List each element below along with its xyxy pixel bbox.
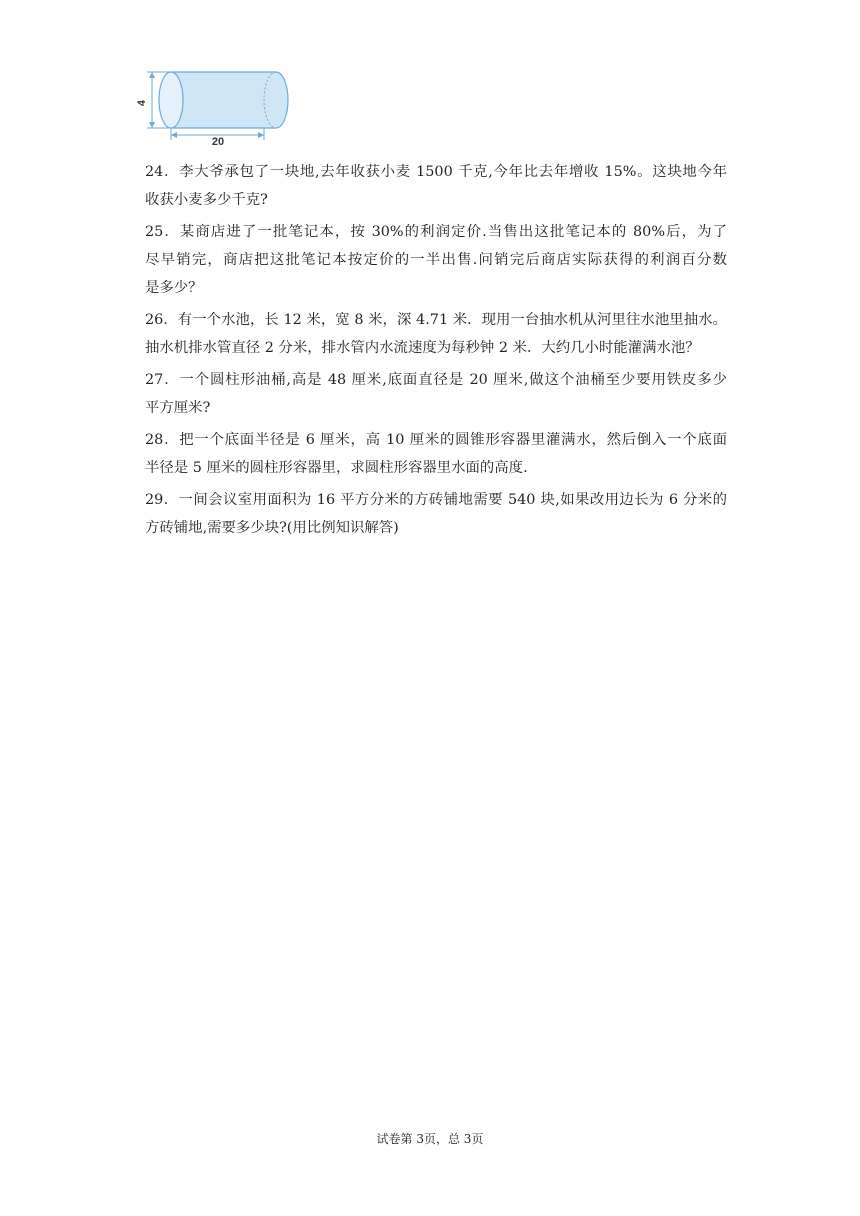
page-number: 试卷第 3页，总 3页 — [376, 1132, 484, 1146]
page-footer — [0, 1130, 860, 1147]
question-line: 抽水机排水管直径 2 分米，排水管内水流速度为每秒钟 2 米．大约几小时能灌满水池？ — [145, 340, 700, 356]
question-line: 平方厘米? — [145, 400, 211, 416]
height-label: 4 — [136, 99, 148, 107]
question-27 — [145, 366, 727, 422]
cylinder-body — [171, 72, 276, 128]
length-arrow-right — [258, 132, 264, 138]
length-arrow-left — [171, 132, 177, 138]
question-28 — [145, 426, 727, 482]
question-line: 尽早销完，商店把这批笔记本按定价的一半出售.问销完后商店实际获得的利润百分数 — [145, 252, 727, 268]
question-25 — [145, 218, 727, 302]
cylinder-figure — [136, 64, 290, 148]
height-arrow-bottom — [149, 122, 155, 128]
question-line: 28．把一个底面半径是 6 厘米，高 10 厘米的圆锥形容器里灌满水，然后倒入一个底面 — [145, 432, 727, 448]
question-26 — [145, 306, 727, 362]
question-line: 25．某商店进了一批笔记本，按 30%的利润定价.当售出这批笔记本的 80%后，为了 — [145, 224, 727, 240]
question-line: 方砖铺地,需要多少块?(用比例知识解答) — [145, 520, 399, 536]
question-list — [145, 158, 727, 546]
height-arrow-top — [149, 72, 155, 78]
cylinder-left-face — [159, 72, 183, 128]
question-line: 26．有一个水池，长 12 米，宽 8 米，深 4.71 米．现用一台抽水机从河里往水池里抽水。 — [145, 312, 727, 328]
cylinder-right-edge — [276, 72, 288, 128]
question-line: 收获小麦多少千克? — [145, 192, 268, 208]
question-line: 29．一间会议室用面积为 16 平方分米的方砖铺地需要 540 块,如果改用边长为 6 分米的 — [145, 492, 727, 508]
question-line: 27．一个圆柱形油桶,高是 48 厘米,底面直径是 20 厘米,做这个油桶至少要用铁皮多少 — [145, 372, 727, 388]
length-label: 20 — [211, 136, 225, 148]
question-line: 半径是 5 厘米的圆柱形容器里，求圆柱形容器里水面的高度. — [145, 460, 528, 476]
question-29 — [145, 486, 727, 542]
question-24 — [145, 158, 727, 214]
question-line: 是多少？ — [145, 280, 203, 296]
question-line: 24．李大爷承包了一块地,去年收获小麦 1500 千克,今年比去年增收 15%。这块地今年 — [145, 164, 727, 180]
